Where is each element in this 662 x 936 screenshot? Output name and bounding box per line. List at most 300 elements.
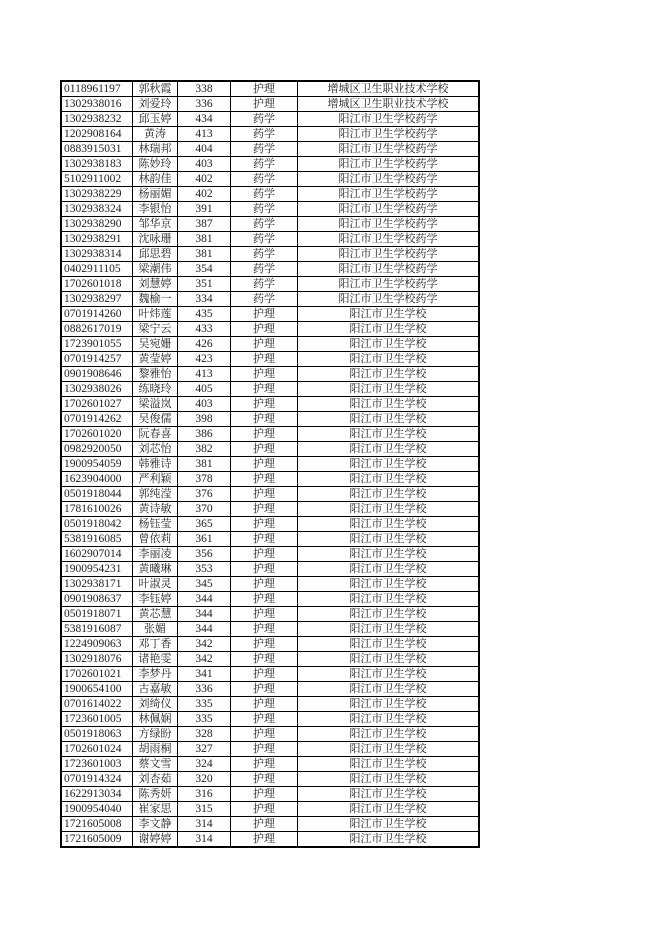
student-name-cell: 曾依莉 [133, 532, 178, 547]
major-cell: 护理 [231, 772, 298, 787]
student-id-cell: 1900954059 [61, 457, 133, 472]
table-row [61, 802, 479, 817]
major-cell: 药学 [231, 232, 298, 247]
score-cell: 434 [178, 112, 231, 127]
student-id-cell: 1602907014 [61, 547, 133, 562]
score-cell: 378 [178, 472, 231, 487]
major-cell: 药学 [231, 202, 298, 217]
major-cell: 药学 [231, 142, 298, 157]
student-name-cell: 林韵佳 [133, 172, 178, 187]
school-cell: 阳江市卫生学校 [298, 532, 480, 547]
score-cell: 341 [178, 667, 231, 682]
student-name-cell: 杨丽媚 [133, 187, 178, 202]
score-cell: 354 [178, 262, 231, 277]
table-row [61, 442, 479, 457]
score-cell: 344 [178, 592, 231, 607]
table-row [61, 202, 479, 217]
major-cell: 护理 [231, 727, 298, 742]
major-cell: 药学 [231, 187, 298, 202]
student-id-cell: 5381916085 [61, 532, 133, 547]
table-row [61, 217, 479, 232]
major-cell: 护理 [231, 307, 298, 322]
school-cell: 阳江市卫生学校 [298, 322, 480, 337]
school-cell: 阳江市卫生学校 [298, 742, 480, 757]
student-id-cell: 1900954040 [61, 802, 133, 817]
table-row [61, 187, 479, 202]
score-cell: 403 [178, 157, 231, 172]
school-cell: 阳江市卫生学校 [298, 697, 480, 712]
student-id-cell: 1622913034 [61, 787, 133, 802]
score-cell: 335 [178, 712, 231, 727]
student-name-cell: 黄曦琳 [133, 562, 178, 577]
score-cell: 413 [178, 367, 231, 382]
student-id-cell: 1702601020 [61, 427, 133, 442]
student-name-cell: 杨钰莹 [133, 517, 178, 532]
student-name-cell: 梁潮伟 [133, 262, 178, 277]
student-name-cell: 邹华京 [133, 217, 178, 232]
school-cell: 阳江市卫生学校 [298, 517, 480, 532]
student-name-cell: 李丽凌 [133, 547, 178, 562]
student-id-cell: 0901908637 [61, 592, 133, 607]
score-cell: 391 [178, 202, 231, 217]
table-row [61, 697, 479, 712]
student-id-cell: 0701914257 [61, 352, 133, 367]
score-cell: 365 [178, 517, 231, 532]
student-name-cell: 刘慧婷 [133, 277, 178, 292]
table-row [61, 682, 479, 697]
school-cell: 阳江市卫生学校 [298, 592, 480, 607]
table-row [61, 382, 479, 397]
major-cell: 护理 [231, 367, 298, 382]
major-cell: 护理 [231, 517, 298, 532]
student-name-cell: 吴宛姗 [133, 337, 178, 352]
score-cell: 314 [178, 832, 231, 848]
student-name-cell: 梁溢岚 [133, 397, 178, 412]
major-cell: 护理 [231, 712, 298, 727]
table-row [61, 472, 479, 487]
student-id-cell: 1702601018 [61, 277, 133, 292]
score-cell: 320 [178, 772, 231, 787]
student-id-cell: 0402911105 [61, 262, 133, 277]
score-cell: 402 [178, 172, 231, 187]
table-row [61, 367, 479, 382]
student-id-cell: 1723601003 [61, 757, 133, 772]
student-name-cell: 刘芯怡 [133, 442, 178, 457]
table-row [61, 352, 479, 367]
major-cell: 护理 [231, 697, 298, 712]
student-id-cell: 0882617019 [61, 322, 133, 337]
table-row [61, 112, 479, 127]
student-id-cell: 0701914262 [61, 412, 133, 427]
student-id-cell: 0701914260 [61, 307, 133, 322]
major-cell: 护理 [231, 412, 298, 427]
major-cell: 药学 [231, 292, 298, 307]
major-cell: 护理 [231, 682, 298, 697]
score-cell: 398 [178, 412, 231, 427]
major-cell: 护理 [231, 382, 298, 397]
score-cell: 353 [178, 562, 231, 577]
major-cell: 护理 [231, 667, 298, 682]
major-cell: 药学 [231, 172, 298, 187]
school-cell: 阳江市卫生学校 [298, 682, 480, 697]
student-id-cell: 1623904000 [61, 472, 133, 487]
school-cell: 阳江市卫生学校 [298, 757, 480, 772]
major-cell: 护理 [231, 532, 298, 547]
school-cell: 阳江市卫生学校药学 [298, 292, 480, 307]
table-row [61, 742, 479, 757]
school-cell: 阳江市卫生学校药学 [298, 217, 480, 232]
school-cell: 阳江市卫生学校 [298, 727, 480, 742]
admission-table [60, 80, 480, 848]
school-cell: 阳江市卫生学校药学 [298, 157, 480, 172]
student-name-cell: 李梦丹 [133, 667, 178, 682]
table-row [61, 652, 479, 667]
student-id-cell: 0701914324 [61, 772, 133, 787]
school-cell: 阳江市卫生学校 [298, 802, 480, 817]
score-cell: 316 [178, 787, 231, 802]
score-cell: 327 [178, 742, 231, 757]
school-cell: 阳江市卫生学校 [298, 427, 480, 442]
table-row [61, 727, 479, 742]
student-name-cell: 胡雨桐 [133, 742, 178, 757]
school-cell: 阳江市卫生学校 [298, 637, 480, 652]
major-cell: 护理 [231, 817, 298, 832]
table-row [61, 637, 479, 652]
major-cell: 护理 [231, 607, 298, 622]
score-cell: 433 [178, 322, 231, 337]
student-id-cell: 1702601024 [61, 742, 133, 757]
score-cell: 423 [178, 352, 231, 367]
student-id-cell: 5102911002 [61, 172, 133, 187]
major-cell: 护理 [231, 652, 298, 667]
school-cell: 阳江市卫生学校药学 [298, 202, 480, 217]
score-cell: 404 [178, 142, 231, 157]
table-row [61, 412, 479, 427]
student-name-cell: 魏榆一 [133, 292, 178, 307]
school-cell: 阳江市卫生学校药学 [298, 112, 480, 127]
table-row [61, 487, 479, 502]
student-name-cell: 林瑞邦 [133, 142, 178, 157]
score-cell: 370 [178, 502, 231, 517]
table-row [61, 817, 479, 832]
table-row [61, 577, 479, 592]
student-name-cell: 韩雅诗 [133, 457, 178, 472]
table-row [61, 607, 479, 622]
school-cell: 阳江市卫生学校 [298, 832, 480, 848]
major-cell: 护理 [231, 802, 298, 817]
score-cell: 387 [178, 217, 231, 232]
student-id-cell: 1302938291 [61, 232, 133, 247]
score-cell: 405 [178, 382, 231, 397]
student-name-cell: 李文静 [133, 817, 178, 832]
school-cell: 阳江市卫生学校 [298, 607, 480, 622]
table-row [61, 502, 479, 517]
school-cell: 阳江市卫生学校 [298, 652, 480, 667]
student-id-cell: 1900654100 [61, 682, 133, 697]
table-row [61, 562, 479, 577]
school-cell: 阳江市卫生学校药学 [298, 247, 480, 262]
student-name-cell: 黄涛 [133, 127, 178, 142]
school-cell: 阳江市卫生学校 [298, 442, 480, 457]
student-name-cell: 崔家思 [133, 802, 178, 817]
school-cell: 阳江市卫生学校 [298, 457, 480, 472]
student-id-cell: 1302938026 [61, 382, 133, 397]
score-cell: 435 [178, 307, 231, 322]
school-cell: 阳江市卫生学校 [298, 577, 480, 592]
school-cell: 阳江市卫生学校 [298, 382, 480, 397]
major-cell: 药学 [231, 247, 298, 262]
student-name-cell: 邱玉婷 [133, 112, 178, 127]
student-name-cell: 方绿盼 [133, 727, 178, 742]
student-name-cell: 叶炜莲 [133, 307, 178, 322]
student-id-cell: 1302938232 [61, 112, 133, 127]
table-row [61, 277, 479, 292]
major-cell: 药学 [231, 277, 298, 292]
table-row [61, 322, 479, 337]
student-id-cell: 1702601021 [61, 667, 133, 682]
student-id-cell: 1723601005 [61, 712, 133, 727]
table-row [61, 337, 479, 352]
score-cell: 386 [178, 427, 231, 442]
score-cell: 314 [178, 817, 231, 832]
table-row [61, 832, 479, 848]
student-name-cell: 沈咏珊 [133, 232, 178, 247]
table-row [61, 247, 479, 262]
major-cell: 护理 [231, 547, 298, 562]
student-name-cell: 邱思碧 [133, 247, 178, 262]
student-id-cell: 1302938290 [61, 217, 133, 232]
major-cell: 护理 [231, 832, 298, 848]
score-cell: 382 [178, 442, 231, 457]
score-cell: 344 [178, 607, 231, 622]
table-row [61, 142, 479, 157]
student-id-cell: 1721605008 [61, 817, 133, 832]
score-cell: 381 [178, 247, 231, 262]
student-name-cell: 谢婷婷 [133, 832, 178, 848]
major-cell: 护理 [231, 397, 298, 412]
student-name-cell: 练晓玲 [133, 382, 178, 397]
student-name-cell: 张媚 [133, 622, 178, 637]
school-cell: 阳江市卫生学校药学 [298, 232, 480, 247]
school-cell: 阳江市卫生学校 [298, 667, 480, 682]
school-cell: 阳江市卫生学校 [298, 472, 480, 487]
score-cell: 345 [178, 577, 231, 592]
table-body [61, 81, 479, 847]
school-cell: 阳江市卫生学校 [298, 772, 480, 787]
student-id-cell: 0982920050 [61, 442, 133, 457]
student-name-cell: 叶淑灵 [133, 577, 178, 592]
score-cell: 403 [178, 397, 231, 412]
student-id-cell: 1302938297 [61, 292, 133, 307]
student-name-cell: 吴俊儒 [133, 412, 178, 427]
table-row [61, 97, 479, 112]
major-cell: 护理 [231, 472, 298, 487]
score-cell: 402 [178, 187, 231, 202]
student-name-cell: 严利颖 [133, 472, 178, 487]
major-cell: 护理 [231, 502, 298, 517]
school-cell: 阳江市卫生学校 [298, 367, 480, 382]
school-cell: 增城区卫生职业技术学校 [298, 81, 480, 97]
table-row [61, 81, 479, 97]
major-cell: 药学 [231, 217, 298, 232]
table-row [61, 772, 479, 787]
score-cell: 351 [178, 277, 231, 292]
school-cell: 阳江市卫生学校 [298, 352, 480, 367]
student-id-cell: 1302938324 [61, 202, 133, 217]
school-cell: 阳江市卫生学校 [298, 712, 480, 727]
school-cell: 阳江市卫生学校 [298, 487, 480, 502]
score-cell: 336 [178, 682, 231, 697]
major-cell: 药学 [231, 112, 298, 127]
student-name-cell: 陈妙玲 [133, 157, 178, 172]
school-cell: 阳江市卫生学校 [298, 787, 480, 802]
school-cell: 阳江市卫生学校药学 [298, 142, 480, 157]
table-row [61, 712, 479, 727]
major-cell: 护理 [231, 322, 298, 337]
major-cell: 护理 [231, 742, 298, 757]
student-id-cell: 1723901055 [61, 337, 133, 352]
student-id-cell: 1900954231 [61, 562, 133, 577]
major-cell: 护理 [231, 457, 298, 472]
table-row [61, 262, 479, 277]
major-cell: 药学 [231, 262, 298, 277]
table-row [61, 457, 479, 472]
table-row [61, 592, 479, 607]
major-cell: 护理 [231, 337, 298, 352]
major-cell: 护理 [231, 577, 298, 592]
table-row [61, 622, 479, 637]
student-id-cell: 1302938016 [61, 97, 133, 112]
score-cell: 338 [178, 81, 231, 97]
score-cell: 381 [178, 457, 231, 472]
score-cell: 328 [178, 727, 231, 742]
school-cell: 阳江市卫生学校药学 [298, 262, 480, 277]
table-row [61, 667, 479, 682]
student-id-cell: 0118961197 [61, 81, 133, 97]
student-name-cell: 黄芯慧 [133, 607, 178, 622]
student-name-cell: 李银怡 [133, 202, 178, 217]
student-name-cell: 郭纯滢 [133, 487, 178, 502]
major-cell: 护理 [231, 757, 298, 772]
school-cell: 阳江市卫生学校 [298, 397, 480, 412]
major-cell: 护理 [231, 81, 298, 97]
table-row [61, 397, 479, 412]
student-id-cell: 5381916087 [61, 622, 133, 637]
score-cell: 315 [178, 802, 231, 817]
student-id-cell: 1302938229 [61, 187, 133, 202]
student-id-cell: 1702601027 [61, 397, 133, 412]
student-id-cell: 1302938171 [61, 577, 133, 592]
school-cell: 阳江市卫生学校 [298, 562, 480, 577]
score-cell: 413 [178, 127, 231, 142]
table-row [61, 532, 479, 547]
student-id-cell: 0883915031 [61, 142, 133, 157]
student-name-cell: 刘绮仪 [133, 697, 178, 712]
student-name-cell: 李钰婷 [133, 592, 178, 607]
student-name-cell: 蔡文雪 [133, 757, 178, 772]
student-id-cell: 0901908646 [61, 367, 133, 382]
major-cell: 护理 [231, 787, 298, 802]
school-cell: 增城区卫生职业技术学校 [298, 97, 480, 112]
student-name-cell: 古嘉敏 [133, 682, 178, 697]
school-cell: 阳江市卫生学校 [298, 547, 480, 562]
table-row [61, 127, 479, 142]
score-cell: 344 [178, 622, 231, 637]
major-cell: 护理 [231, 622, 298, 637]
school-cell: 阳江市卫生学校 [298, 502, 480, 517]
student-id-cell: 0501918063 [61, 727, 133, 742]
school-cell: 阳江市卫生学校药学 [298, 172, 480, 187]
table-row [61, 757, 479, 772]
student-id-cell: 1202908164 [61, 127, 133, 142]
major-cell: 护理 [231, 427, 298, 442]
score-cell: 381 [178, 232, 231, 247]
student-name-cell: 黄莹婷 [133, 352, 178, 367]
score-cell: 335 [178, 697, 231, 712]
student-name-cell: 阮春喜 [133, 427, 178, 442]
major-cell: 护理 [231, 592, 298, 607]
student-id-cell: 0701614022 [61, 697, 133, 712]
major-cell: 药学 [231, 157, 298, 172]
major-cell: 护理 [231, 97, 298, 112]
student-id-cell: 0501918071 [61, 607, 133, 622]
school-cell: 阳江市卫生学校药学 [298, 187, 480, 202]
major-cell: 护理 [231, 352, 298, 367]
school-cell: 阳江市卫生学校 [298, 817, 480, 832]
score-cell: 336 [178, 97, 231, 112]
student-name-cell: 邓丁香 [133, 637, 178, 652]
student-id-cell: 1302938183 [61, 157, 133, 172]
school-cell: 阳江市卫生学校 [298, 307, 480, 322]
student-name-cell: 黄诗敏 [133, 502, 178, 517]
student-id-cell: 1781610026 [61, 502, 133, 517]
score-cell: 342 [178, 637, 231, 652]
score-cell: 334 [178, 292, 231, 307]
table-row [61, 427, 479, 442]
student-name-cell: 刘爱玲 [133, 97, 178, 112]
major-cell: 护理 [231, 562, 298, 577]
school-cell: 阳江市卫生学校 [298, 622, 480, 637]
school-cell: 阳江市卫生学校 [298, 412, 480, 427]
major-cell: 护理 [231, 487, 298, 502]
table-row [61, 157, 479, 172]
table-row [61, 172, 479, 187]
score-cell: 426 [178, 337, 231, 352]
student-id-cell: 1224909063 [61, 637, 133, 652]
student-id-cell: 1302918076 [61, 652, 133, 667]
score-cell: 376 [178, 487, 231, 502]
student-name-cell: 黎雅怡 [133, 367, 178, 382]
student-id-cell: 1721605009 [61, 832, 133, 848]
school-cell: 阳江市卫生学校 [298, 337, 480, 352]
table-row [61, 232, 479, 247]
score-cell: 361 [178, 532, 231, 547]
table-row [61, 517, 479, 532]
school-cell: 阳江市卫生学校药学 [298, 277, 480, 292]
student-name-cell: 陈秀妍 [133, 787, 178, 802]
table-row [61, 307, 479, 322]
student-name-cell: 郭秋霞 [133, 81, 178, 97]
student-id-cell: 1302938314 [61, 247, 133, 262]
major-cell: 药学 [231, 127, 298, 142]
score-cell: 356 [178, 547, 231, 562]
student-id-cell: 0501918042 [61, 517, 133, 532]
table-row [61, 787, 479, 802]
student-name-cell: 诸艳雯 [133, 652, 178, 667]
student-name-cell: 林佩娴 [133, 712, 178, 727]
major-cell: 护理 [231, 442, 298, 457]
student-id-cell: 0501918044 [61, 487, 133, 502]
